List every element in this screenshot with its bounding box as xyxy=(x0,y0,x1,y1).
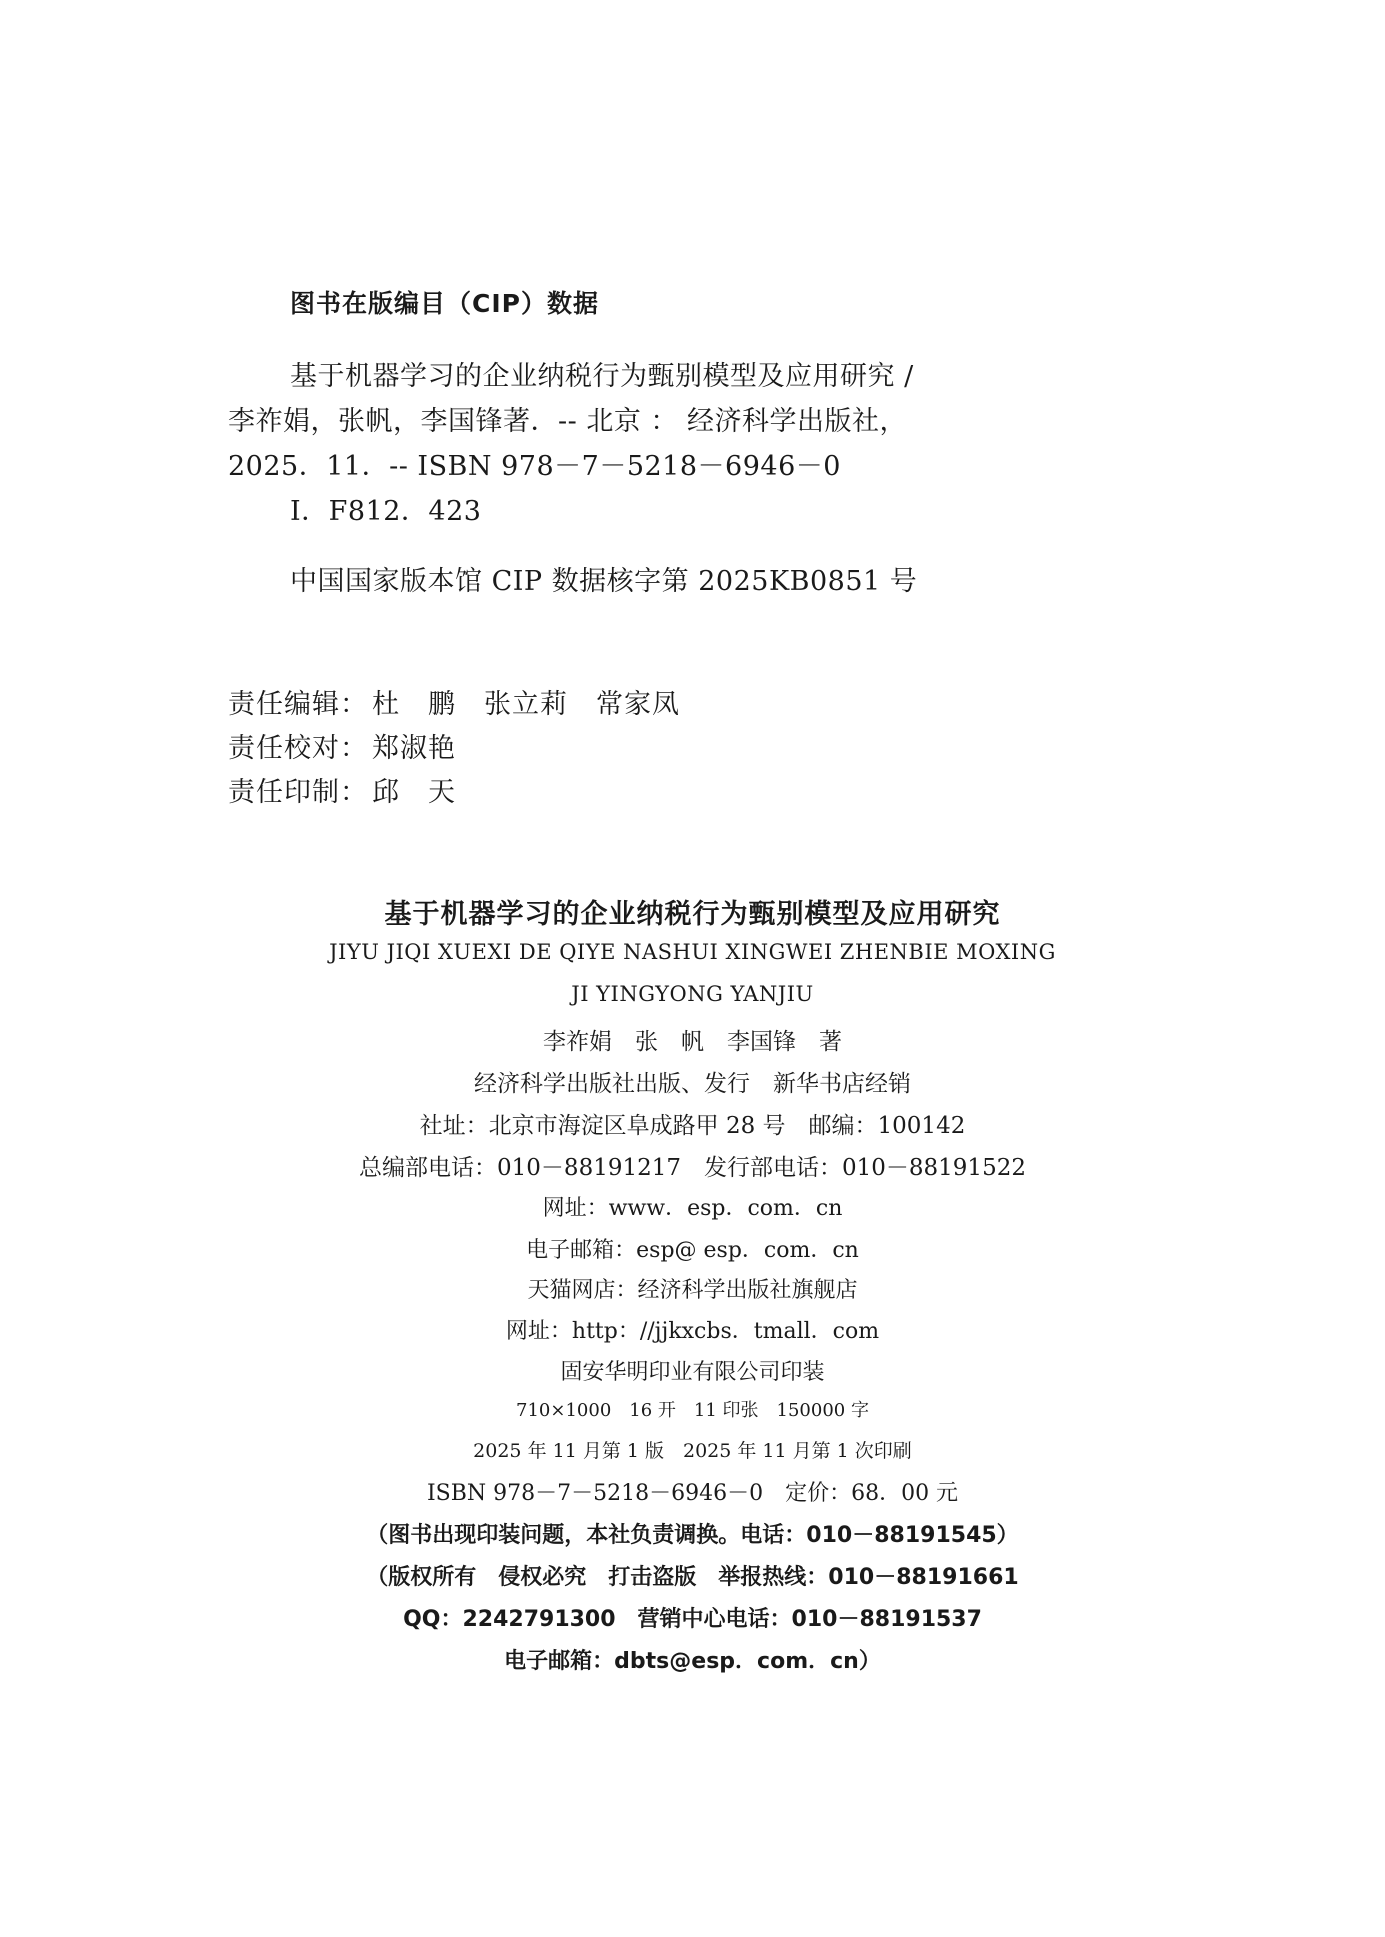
publisher-email: 电子邮箱：esp@ esp．com．cn xyxy=(526,1238,859,1263)
cip-record-number: 中国国家版本馆 CIP 数据核字第 2025KB0851 号 xyxy=(290,566,918,597)
print-issue-notice: （图书出现印装问题，本社负责调换。电话：010－88191545） xyxy=(366,1523,1019,1548)
format-spec: 710×1000 16 开 11 印张 150000 字 xyxy=(516,1400,869,1421)
cip-heading: 图书在版编目（CIP）数据 xyxy=(290,289,599,318)
contact-email: 电子邮箱：dbts@esp．com．cn） xyxy=(504,1649,881,1674)
contact-qq: QQ：2242791300 营销中心电话：010－88191537 xyxy=(403,1607,982,1632)
publisher-website: 网址：www．esp．com．cn xyxy=(542,1196,843,1221)
edition-info: 2025 年 11 月第 1 版 2025 年 11 月第 1 次印刷 xyxy=(473,1440,912,1462)
printer-line: 固安华明印业有限公司印装 xyxy=(560,1360,825,1385)
responsible-printing-value: 邱 天 xyxy=(372,777,456,808)
cip-authors-line: 李祚娟，张帆，李国锋著．-- 北京 ： 经济科学出版社， xyxy=(228,406,907,437)
cip-classification-line: Ⅰ．F812．423 xyxy=(290,496,482,527)
responsible-editor xyxy=(228,682,680,721)
publisher-line: 经济科学出版社出版、发行 新华书店经销 xyxy=(474,1071,911,1097)
tmall-website: 网址：http：//jjkxcbs．tmall．com xyxy=(505,1319,880,1344)
cip-isbn-line: 2025．11．-- ISBN 978－7－5218－6946－0 xyxy=(228,451,841,482)
publisher-address: 社址：北京市海淀区阜成路甲 28 号 邮编：100142 xyxy=(419,1113,966,1139)
copyright-notice: （版权所有 侵权必究 打击盗版 举报热线：010－88191661 xyxy=(366,1565,1019,1590)
publisher-phones: 总编部电话：010－88191217 发行部电话：010－88191522 xyxy=(359,1155,1026,1181)
book-title-pinyin-line1: JIYU JIQI XUEXI DE QIYE NASHUI XINGWEI ZHENBIE MOXING xyxy=(329,940,1056,964)
responsible-editor-label: 责任编辑： xyxy=(228,689,368,720)
isbn-price: ISBN 978－7－5218－6946－0 定价：68．00 元 xyxy=(426,1481,959,1506)
responsible-printing xyxy=(228,770,456,809)
responsible-printing-label: 责任印制： xyxy=(228,777,368,808)
responsible-editor-value: 杜 鹏 张立莉 常家凤 xyxy=(372,689,680,720)
responsible-proofreader xyxy=(228,726,456,765)
responsible-proofreader-value: 郑淑艳 xyxy=(372,733,456,764)
cip-title-line: 基于机器学习的企业纳税行为甄别模型及应用研究 / xyxy=(290,361,914,392)
book-title: 基于机器学习的企业纳税行为甄别模型及应用研究 xyxy=(384,899,1001,930)
book-title-pinyin-line2: JI YINGYONG YANJIU xyxy=(571,982,814,1006)
tmall-store: 天猫网店：经济科学出版社旗舰店 xyxy=(527,1278,858,1303)
responsible-proofreader-label: 责任校对： xyxy=(228,733,368,764)
book-authors: 李祚娟 张 帆 李国锋 著 xyxy=(543,1029,842,1055)
